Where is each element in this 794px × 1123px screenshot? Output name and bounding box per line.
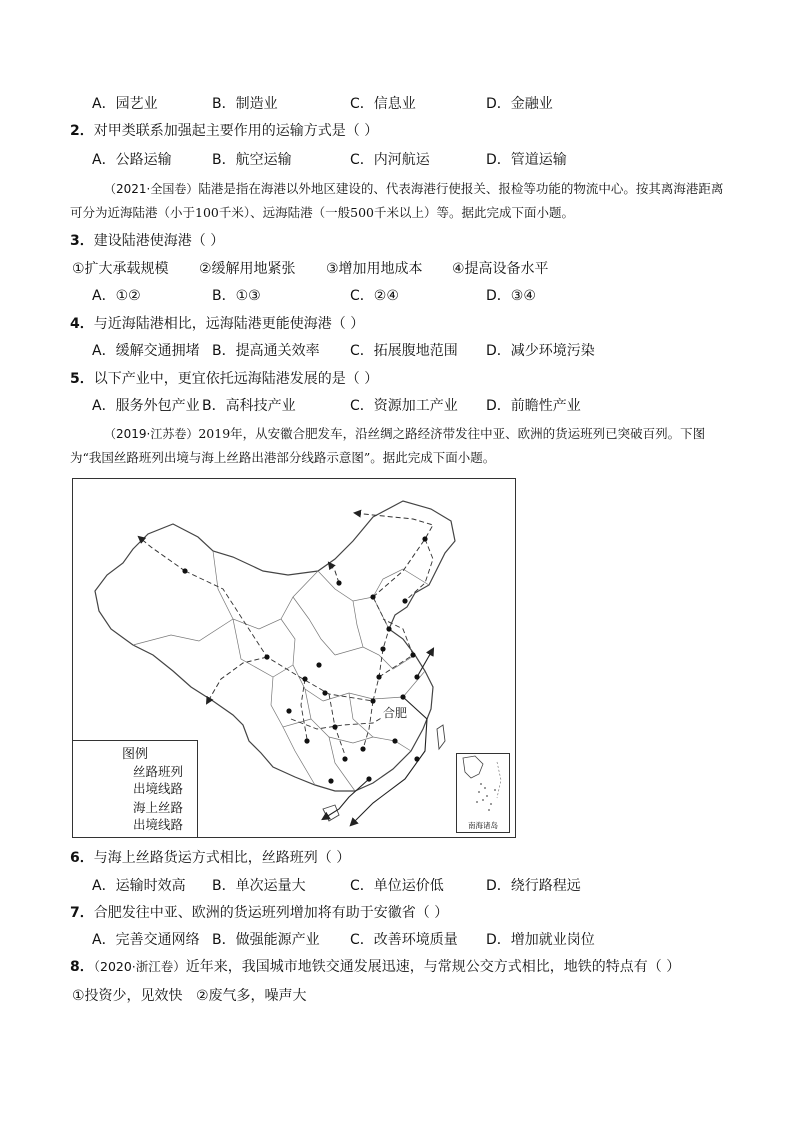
hefei-city-label: 合肥 bbox=[383, 706, 408, 720]
q2-option-a[interactable]: A．公路运输 bbox=[92, 152, 172, 168]
q5-question bbox=[70, 370, 378, 388]
q3-option-d[interactable]: D．③④ bbox=[486, 288, 536, 304]
q7-option-b[interactable]: B．做强能源产业 bbox=[212, 932, 320, 948]
q2-option-b[interactable]: B．航空运输 bbox=[212, 152, 292, 168]
rail-network bbox=[185, 539, 433, 755]
hainan-island bbox=[323, 805, 339, 821]
q2-stem: 对甲类联系加强起主要作用的运输方式是（ ） bbox=[93, 123, 379, 139]
q7-option-d[interactable]: D．增加就业岗位 bbox=[486, 932, 595, 948]
q7-option-a[interactable]: A．完善交通网络 bbox=[92, 932, 200, 948]
q5-option-b[interactable]: B．高科技产业 bbox=[202, 398, 296, 414]
q4-option-d[interactable]: D．减少环境污染 bbox=[486, 343, 595, 359]
q4-question bbox=[70, 315, 364, 333]
q3-item-2: ②缓解用地紧张 bbox=[199, 261, 296, 277]
q6-option-d[interactable]: D．绕行路程远 bbox=[486, 878, 581, 894]
q2-option-c[interactable]: C．内河航运 bbox=[350, 152, 430, 168]
q8-source: （2020·浙江卷） bbox=[93, 959, 186, 974]
passage-1-text: 陆港是指在海港以外地区建设的、代表海港行使报关、报检等功能的物流中心。按其离海港距离可分为近海陆港（小于100千米）、远海陆港（一般500千米以上）等。据此完成下面小题。 bbox=[70, 181, 724, 220]
q1-option-b[interactable]: B．制造业 bbox=[212, 96, 278, 112]
q3-number: 3． bbox=[70, 233, 94, 249]
q3-question bbox=[70, 232, 224, 250]
q7-question bbox=[70, 904, 448, 922]
q5-option-c[interactable]: C．资源加工产业 bbox=[350, 398, 458, 414]
q3-item-1: ①扩大承载规模 bbox=[72, 261, 169, 277]
passage-1 bbox=[70, 177, 730, 224]
q3-option-b[interactable]: B．①③ bbox=[212, 288, 261, 304]
q3-stem: 建设陆港使海港（ ） bbox=[93, 233, 225, 249]
q2-number: 2． bbox=[70, 123, 94, 139]
rail-route-inland bbox=[207, 657, 267, 703]
silk-road-route-map bbox=[72, 478, 516, 838]
q5-option-a[interactable]: A．服务外包产业 bbox=[92, 398, 200, 414]
q1-option-d[interactable]: D．金融业 bbox=[486, 96, 553, 112]
q5-number: 5． bbox=[70, 371, 94, 387]
q6-option-b[interactable]: B．单次运量大 bbox=[212, 878, 306, 894]
legend-sea-line-2: 出境线路 bbox=[133, 817, 184, 832]
q4-stem: 与近海陆港相比，远海陆港更能使海港（ ） bbox=[93, 316, 365, 332]
q8-number: 8． bbox=[70, 959, 94, 975]
passage-1-source: （2021·全国卷） bbox=[104, 182, 199, 196]
q2-question bbox=[70, 122, 378, 140]
q8-item-2: ②废气多，噪声大 bbox=[196, 988, 307, 1004]
inset-caption: 南海诸岛 bbox=[468, 821, 498, 830]
q3-item-3: ③增加用地成本 bbox=[326, 261, 423, 277]
q5-stem: 以下产业中，更宜依托远海陆港发展的是（ ） bbox=[93, 371, 379, 387]
legend-title: 图例 bbox=[121, 747, 148, 762]
passage-2-text: 2019年，从安徽合肥发车，沿丝绸之路经济带发往中亚、欧洲的货运班列已突破百列。下图为“我国丝路班列出境与海上丝路出港部分线路示意图”。据此完成下面小题。 bbox=[70, 426, 706, 465]
q7-stem: 合肥发往中亚、欧洲的货运班列增加将有助于安徽省（ ） bbox=[93, 905, 449, 921]
q4-number: 4． bbox=[70, 316, 94, 332]
q3-option-a[interactable]: A．①② bbox=[92, 288, 141, 304]
q7-option-c[interactable]: C．改善环境质量 bbox=[350, 932, 458, 948]
legend-sea-line-1: 海上丝路 bbox=[133, 800, 184, 815]
q6-stem: 与海上丝路货运方式相比，丝路班列（ ） bbox=[93, 850, 351, 866]
south-china-sea-inset bbox=[456, 753, 510, 833]
map-legend bbox=[73, 740, 198, 837]
q6-number: 6． bbox=[70, 850, 94, 866]
q6-option-a[interactable]: A．运输时效高 bbox=[92, 878, 186, 894]
legend-sea-label bbox=[133, 799, 183, 833]
q4-option-b[interactable]: B．提高通关效率 bbox=[212, 343, 320, 359]
q3-item-4: ④提高设备水平 bbox=[452, 261, 549, 277]
q4-option-c[interactable]: C．拓展腹地范围 bbox=[350, 343, 458, 359]
q5-option-d[interactable]: D．前瞻性产业 bbox=[486, 398, 581, 414]
passage-2 bbox=[70, 422, 730, 469]
rail-route-north bbox=[329, 563, 339, 583]
inset-drawing bbox=[457, 754, 509, 820]
q6-option-c[interactable]: C．单位运价低 bbox=[350, 878, 444, 894]
rail-route-west bbox=[139, 537, 185, 571]
q1-option-c[interactable]: C．信息业 bbox=[350, 96, 416, 112]
q4-option-a[interactable]: A．缓解交通拥堵 bbox=[92, 343, 200, 359]
q8-question bbox=[70, 958, 680, 976]
q8-stem: 近年来，我国城市地铁交通发展迅速，与常规公交方式相比，地铁的特点有（ ） bbox=[185, 959, 681, 975]
legend-rail-line-1: 丝路班列 bbox=[133, 764, 184, 779]
q1-option-a[interactable]: A．园艺业 bbox=[92, 96, 158, 112]
q7-number: 7． bbox=[70, 905, 94, 921]
q6-question bbox=[70, 849, 350, 867]
legend-rail-label bbox=[133, 763, 183, 797]
taiwan-island bbox=[437, 725, 445, 749]
route-stations bbox=[182, 536, 427, 783]
sea-route-southwest bbox=[323, 779, 369, 819]
q2-option-d[interactable]: D．管道运输 bbox=[486, 152, 567, 168]
q8-item-1: ①投资少，见效快 bbox=[72, 988, 183, 1004]
passage-2-source: （2019·江苏卷） bbox=[104, 427, 199, 441]
legend-rail-line-2: 出境线路 bbox=[133, 781, 184, 796]
rail-routes bbox=[139, 513, 433, 703]
q3-option-c[interactable]: C．②④ bbox=[350, 288, 399, 304]
rail-route-northeast bbox=[355, 513, 433, 597]
